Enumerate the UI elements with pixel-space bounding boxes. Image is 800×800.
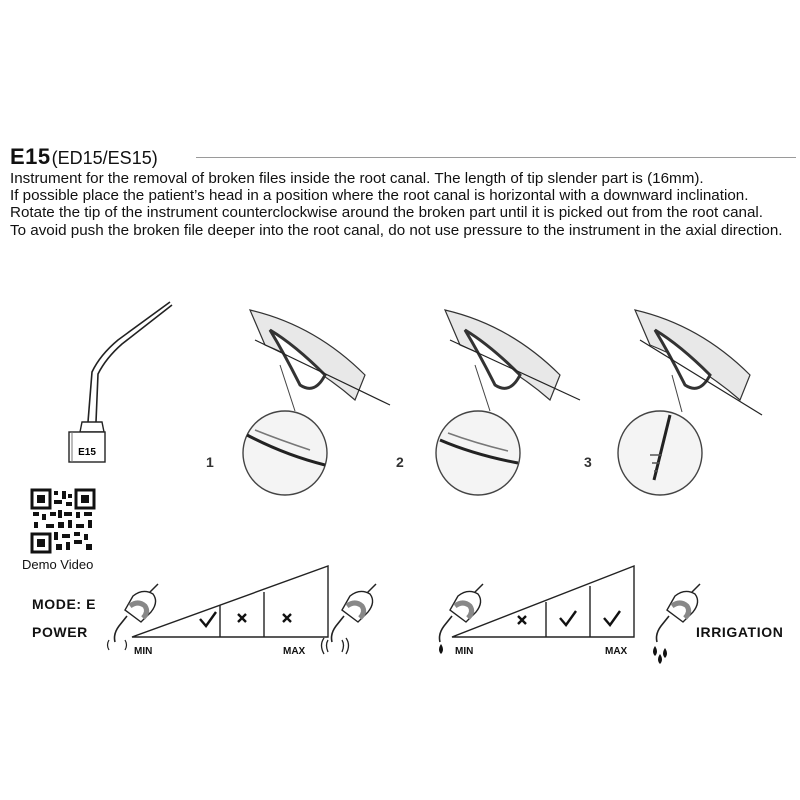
power-max-label: MAX bbox=[283, 646, 306, 657]
instructions-text bbox=[10, 170, 792, 239]
irrigation-max-label: MAX bbox=[605, 646, 628, 657]
water-drop-icon bbox=[439, 644, 443, 654]
step-number-1: 1 bbox=[206, 454, 214, 470]
power-label: POWER bbox=[32, 624, 88, 640]
step-1-illustration bbox=[225, 305, 385, 495]
irrigation-label: IRRIGATION bbox=[696, 624, 784, 640]
product-code: E15 bbox=[10, 144, 51, 169]
title-divider bbox=[196, 157, 796, 158]
demo-video-caption: Demo Video bbox=[22, 557, 94, 572]
instrument-tip-illustration bbox=[60, 300, 190, 470]
power-scale-triangle bbox=[130, 564, 330, 639]
mode-label: MODE: E bbox=[32, 596, 97, 612]
instruction-paragraph-3: To avoid push the broken file deeper into the root canal, do not use pressure to the instrument in the axial direction. bbox=[10, 221, 783, 239]
step-3-illustration bbox=[610, 305, 780, 495]
step-number-2: 2 bbox=[396, 454, 404, 470]
power-min-label: MIN bbox=[134, 646, 153, 657]
product-title bbox=[10, 144, 158, 172]
qr-code[interactable] bbox=[30, 488, 96, 554]
instruction-paragraph-2: If possible place the patient’s head in a position where the root canal is horizontal with a downward inclination. Rotate the tip of the instrument counterclockwise around the broken part until it is picked out from the root canal. bbox=[10, 187, 764, 222]
tip-label: E15 bbox=[78, 447, 96, 458]
power-high-handpiece-icon bbox=[318, 582, 383, 662]
instruction-paragraph-1: Instrument for the removal of broken files inside the root canal. The length of tip slender part is (16mm). bbox=[10, 170, 704, 187]
irrigation-scale-triangle bbox=[450, 564, 636, 639]
step-2-illustration bbox=[420, 305, 585, 495]
irrigation-min-label: MIN bbox=[455, 646, 474, 657]
step-number-3: 3 bbox=[584, 454, 592, 470]
product-variants: (ED15/ES15) bbox=[51, 148, 158, 168]
water-drops-icon bbox=[653, 646, 667, 664]
